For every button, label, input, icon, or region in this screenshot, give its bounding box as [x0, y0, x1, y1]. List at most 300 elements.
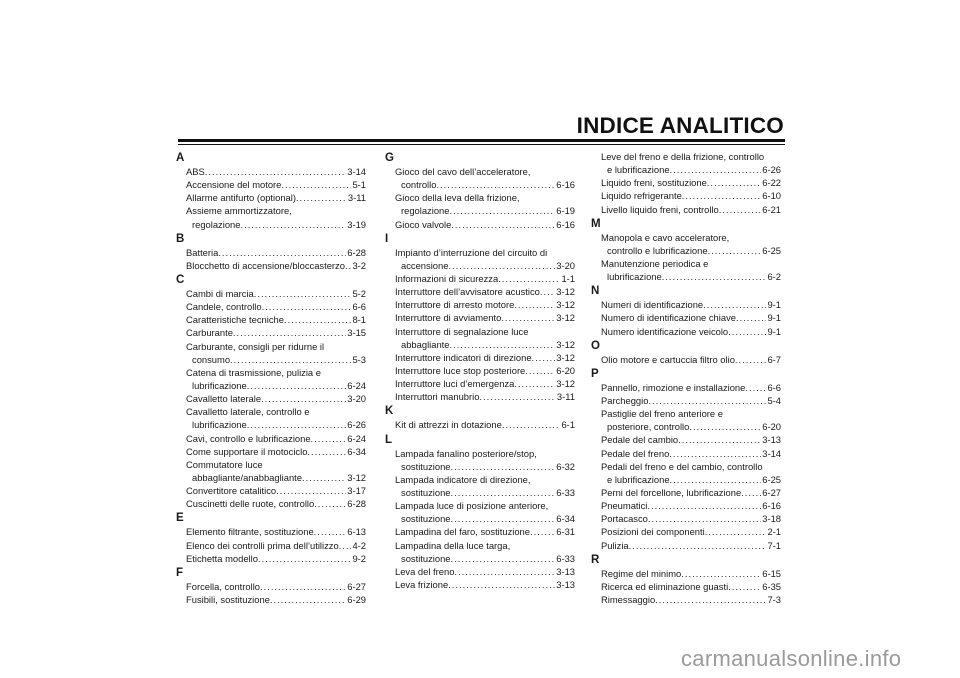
entry-text: Leva del freno: [395, 565, 455, 577]
index-entry-line: [186, 204, 366, 217]
index-entry-line: [601, 433, 781, 446]
index-entry[interactable]: [591, 486, 781, 499]
page-number[interactable]: 6-16: [556, 179, 575, 191]
entry-text: Accensione del motore: [186, 179, 282, 191]
index-entry[interactable]: [385, 447, 575, 473]
page-number[interactable]: 3-13: [556, 565, 575, 577]
entry-text: Lampadina della luce targa,: [395, 539, 511, 551]
index-entry-line: [601, 407, 781, 420]
dot-leader: [501, 311, 555, 324]
dot-leader: [647, 499, 761, 512]
page-number[interactable]: 5-1: [352, 179, 366, 191]
entry-text: Forcella, controllo: [186, 580, 260, 592]
entry-text: Interruttore di segnalazione luce: [395, 325, 529, 337]
page-number[interactable]: 6-27: [347, 580, 366, 592]
index-entry-line: [395, 486, 575, 499]
entry-text: Interruttore dell’avvisatore acustico: [395, 286, 540, 298]
index-entry-line: [601, 525, 781, 538]
index-entry-line: [395, 552, 575, 565]
dot-leader: [669, 447, 761, 460]
entry-text: sostituzione: [401, 460, 451, 472]
page-number[interactable]: 6-24: [347, 432, 366, 444]
watermark: carmanualsonline.info: [681, 646, 902, 671]
index-entry-line: [395, 390, 575, 403]
index-entry-line: [186, 392, 366, 405]
page-number[interactable]: 3-12: [556, 351, 575, 363]
entry-text: Interruttore di avviamento: [395, 312, 502, 324]
page-number[interactable]: 3-2: [352, 259, 366, 271]
dot-leader: [514, 377, 555, 390]
index-entry[interactable]: [176, 593, 366, 606]
index-entry[interactable]: [591, 525, 781, 538]
page-number[interactable]: 6-2: [767, 271, 781, 283]
page-number[interactable]: 6-6: [767, 381, 781, 393]
index-entry[interactable]: [591, 539, 781, 552]
dot-leader: [454, 565, 555, 578]
index-entry[interactable]: [176, 497, 366, 510]
dot-leader: [262, 300, 352, 313]
page-number[interactable]: 6-33: [556, 552, 575, 564]
index-entry-line: [186, 218, 366, 231]
index-entry-line: [186, 525, 366, 538]
section-letter: M: [591, 217, 601, 230]
entry-text: Assieme ammortizzatore,: [186, 205, 292, 217]
index-entry[interactable]: [176, 340, 366, 366]
index-entry[interactable]: [385, 191, 575, 217]
index-entry[interactable]: [176, 580, 366, 593]
page-number[interactable]: 3-15: [347, 327, 366, 339]
index-entry[interactable]: [385, 377, 575, 390]
index-entry[interactable]: [176, 246, 366, 259]
dot-leader: [281, 178, 351, 191]
dot-leader: [218, 246, 346, 259]
index-entry[interactable]: [385, 578, 575, 591]
page-number[interactable]: 6-35: [762, 580, 781, 592]
index-entry[interactable]: [176, 313, 366, 326]
entry-text: Livello liquido freni, controllo: [601, 203, 719, 215]
entry-text: Informazioni di sicurezza: [395, 272, 499, 284]
entry-text: Manopola e cavo acceleratore,: [601, 231, 730, 243]
index-entry-line: [601, 244, 781, 257]
dot-leader: [436, 178, 555, 191]
index-entry[interactable]: [176, 445, 366, 458]
entry-text: Interruttore di arresto motore: [395, 299, 515, 311]
entry-text: Pedale del freno: [601, 447, 670, 459]
index-entry[interactable]: [385, 364, 575, 377]
page-number[interactable]: 3-14: [347, 166, 366, 177]
entry-text: Pneumatici: [601, 500, 648, 512]
index-entry[interactable]: [176, 484, 366, 497]
index-entry[interactable]: [176, 191, 366, 204]
entry-text: Liquido refrigerante: [601, 190, 682, 202]
entry-text: Convertitore catalitico: [186, 485, 277, 497]
page-number[interactable]: 1-1: [561, 272, 575, 284]
index-entry[interactable]: [591, 593, 781, 606]
dot-leader: [532, 351, 556, 364]
index-entry-line: [395, 272, 575, 285]
index-entry[interactable]: [385, 499, 575, 525]
index-entry-line: [186, 366, 366, 379]
dot-leader: [205, 165, 346, 178]
entry-text: Perni del forcellone, lubrificazione: [601, 486, 742, 498]
index-entry-line: [395, 460, 575, 473]
entry-text: Lampada fanalino posteriore/stop,: [395, 447, 537, 459]
section-letter: A: [176, 152, 185, 164]
entry-text: Numeri di identificazione: [601, 299, 704, 311]
index-entry[interactable]: [176, 525, 366, 538]
index-entry[interactable]: [176, 432, 366, 445]
index-entry-line: [186, 593, 366, 606]
page-number[interactable]: 3-19: [347, 218, 366, 230]
page-number[interactable]: 3-20: [556, 259, 575, 271]
page-number[interactable]: 5-4: [767, 394, 781, 406]
page-number[interactable]: 3-18: [762, 513, 781, 525]
dot-leader: [648, 394, 766, 407]
section-letter: L: [385, 433, 393, 446]
dot-leader: [670, 163, 762, 176]
dot-leader: [260, 580, 346, 593]
page-number[interactable]: 6-16: [762, 500, 781, 512]
index-entry[interactable]: [591, 176, 781, 189]
index-entry-line: [186, 458, 366, 471]
index-entry-line: [601, 163, 781, 176]
index-entry-line: [601, 353, 781, 366]
dot-leader: [741, 486, 761, 499]
page-number[interactable]: 6-28: [347, 498, 366, 510]
index-entry[interactable]: [591, 257, 781, 283]
index-entry-line: [395, 259, 575, 272]
index-entry-line: [395, 338, 575, 351]
page-number[interactable]: 3-12: [556, 299, 575, 311]
entry-text: lubrificazione: [607, 271, 662, 283]
index-entry[interactable]: [385, 473, 575, 499]
index-entry-line: [601, 593, 781, 606]
page-number[interactable]: 6-20: [762, 421, 781, 433]
index-entry-line: [395, 499, 575, 512]
index-entry[interactable]: [176, 287, 366, 300]
page-number[interactable]: 6-34: [556, 513, 575, 525]
page-number[interactable]: 3-11: [347, 192, 366, 204]
index-entry-line: [601, 486, 781, 499]
section-letter: P: [591, 367, 599, 380]
page-number[interactable]: 6-16: [556, 218, 575, 230]
dot-leader: [258, 552, 352, 565]
page-number[interactable]: 3-12: [556, 286, 575, 298]
dot-leader: [261, 392, 346, 405]
page-number[interactable]: 3-13: [762, 434, 781, 446]
entry-text: Olio motore e cartuccia filtro olio: [601, 353, 735, 365]
entry-text: Posizioni dei componenti: [601, 526, 705, 538]
index-entry[interactable]: [385, 325, 575, 351]
entry-text: Ricerca ed eliminazione guasti: [601, 580, 729, 592]
entry-text: posteriore, controllo: [607, 421, 690, 433]
page-title: INDICE ANALITICO: [576, 113, 784, 138]
page-number[interactable]: 6-34: [347, 445, 366, 457]
index-entry[interactable]: [591, 311, 781, 324]
index-entry-line: [186, 379, 366, 392]
index-entry-line: [186, 300, 366, 313]
page-number[interactable]: 6-31: [556, 526, 575, 538]
dot-leader: [339, 539, 352, 552]
page-number[interactable]: 3-14: [762, 447, 781, 459]
index-entry[interactable]: [176, 552, 366, 565]
entry-text: Candele, controllo: [186, 301, 262, 313]
title-rule-thick: [178, 139, 785, 142]
index-entry[interactable]: [176, 259, 366, 272]
page-number[interactable]: 6-32: [556, 460, 575, 472]
index-entry[interactable]: [385, 539, 575, 565]
page-number[interactable]: 6-20: [556, 364, 575, 376]
entry-text: Gioco della leva della frizione,: [395, 192, 520, 204]
index-entry[interactable]: [591, 499, 781, 512]
dot-leader: [681, 567, 761, 580]
entry-text: Numero identificazione veicolo: [601, 325, 729, 337]
index-entry[interactable]: [591, 460, 781, 486]
index-entry[interactable]: [385, 298, 575, 311]
index-entry-line: [395, 191, 575, 204]
index-entry-line: [395, 418, 575, 431]
entry-text: Cavalletto laterale: [186, 393, 262, 405]
index-entry-line: [601, 176, 781, 189]
index-entry[interactable]: [176, 458, 366, 484]
index-entry-line: [186, 340, 366, 353]
index-entry-line: [395, 285, 575, 298]
dot-leader: [648, 512, 761, 525]
dot-leader: [314, 525, 347, 538]
index-entry[interactable]: [591, 447, 781, 460]
entry-text: Pulizia: [601, 539, 629, 551]
index-entry[interactable]: [385, 525, 575, 538]
page-number[interactable]: 5-2: [352, 287, 366, 299]
page-number[interactable]: 4-2: [352, 539, 366, 551]
index-entry-line: [395, 178, 575, 191]
page-number[interactable]: 7-3: [767, 593, 781, 605]
entry-text: e lubrificazione: [607, 473, 670, 485]
index-entry[interactable]: [176, 366, 366, 392]
index-entry[interactable]: [176, 165, 366, 178]
dot-leader: [247, 418, 347, 431]
index-entry-line: [395, 246, 575, 259]
index-entry-line: [186, 191, 366, 204]
page-number[interactable]: 6-25: [762, 473, 781, 485]
index-entry[interactable]: [385, 565, 575, 578]
page-number[interactable]: 6-28: [347, 246, 366, 258]
index-entry[interactable]: [591, 150, 781, 176]
index-entry-line: [186, 287, 366, 300]
dot-leader: [525, 364, 555, 377]
page-number[interactable]: 6-6: [352, 301, 366, 313]
index-entry-line: [395, 512, 575, 525]
entry-text: Cuscinetti delle ruote, controllo: [186, 498, 315, 510]
index-entry-line: [601, 231, 781, 244]
index-entry[interactable]: [591, 203, 781, 216]
page-number[interactable]: 6-13: [347, 526, 366, 538]
page-number[interactable]: 6-26: [762, 164, 781, 176]
entry-text: Pannello, rimozione e installazione: [601, 381, 746, 393]
entry-text: Allarme antifurto (optional): [186, 192, 296, 204]
index-entry-line: [601, 460, 781, 473]
index-entry[interactable]: [176, 178, 366, 191]
index-entry[interactable]: [385, 390, 575, 403]
page-number[interactable]: 3-11: [556, 391, 575, 403]
section-letter: C: [176, 273, 185, 286]
page-number[interactable]: 6-19: [556, 205, 575, 217]
entry-text: Numero di identificazione chiave: [601, 312, 736, 324]
dot-leader: [682, 189, 761, 202]
index-entry[interactable]: [385, 311, 575, 324]
index-entry[interactable]: [591, 512, 781, 525]
index-entry[interactable]: [176, 392, 366, 405]
index-entry-line: [601, 580, 781, 593]
index-entry[interactable]: [385, 246, 575, 272]
section-letter: I: [385, 232, 389, 245]
entry-text: Regime del minimo: [601, 567, 682, 579]
entry-text: regolazione: [401, 205, 450, 217]
index-entry-line: [601, 512, 781, 525]
entry-text: Interruttore luci d’emergenza: [395, 378, 515, 390]
page-number[interactable]: 6-15: [762, 567, 781, 579]
page-number[interactable]: 7-1: [767, 539, 781, 551]
section-letter: R: [591, 553, 600, 566]
index-entry[interactable]: [591, 433, 781, 446]
index-entry[interactable]: [176, 539, 366, 552]
entry-text: sostituzione: [401, 552, 451, 564]
index-entry-line: [395, 325, 575, 338]
page-number[interactable]: 6-24: [347, 379, 366, 391]
section-letter: E: [176, 512, 184, 525]
dot-leader: [670, 473, 762, 486]
entry-text: Gioco del cavo dell’acceleratore,: [395, 166, 531, 177]
page-number[interactable]: 9-1: [767, 299, 781, 311]
index-column-1: [176, 150, 366, 606]
page-number[interactable]: 9-1: [767, 325, 781, 337]
index-entry[interactable]: [591, 353, 781, 366]
entry-text: Etichetta modello: [186, 552, 258, 564]
index-entry-line: [186, 432, 366, 445]
page-number[interactable]: 6-7: [767, 353, 781, 365]
index-entry-line: [601, 473, 781, 486]
index-entry[interactable]: [385, 165, 575, 191]
index-entry-line: [395, 578, 575, 591]
entry-text: consumo: [192, 353, 231, 365]
dot-leader: [689, 420, 761, 433]
entry-text: Pedale del cambio: [601, 434, 679, 446]
entry-text: Kit di attrezzi in dotazione: [395, 419, 502, 431]
section-letter: F: [176, 566, 184, 579]
index-entry-line: [395, 447, 575, 460]
dot-leader: [655, 593, 766, 606]
page-number[interactable]: 6-1: [561, 419, 575, 431]
index-entry[interactable]: [591, 298, 781, 311]
entry-text: e lubrificazione: [607, 164, 670, 176]
index-entry[interactable]: [176, 405, 366, 431]
page-number[interactable]: 3-12: [347, 471, 366, 483]
page-number[interactable]: 6-27: [762, 486, 781, 498]
index-entry-line: [601, 298, 781, 311]
entry-text: controllo: [401, 179, 437, 191]
page-number[interactable]: 6-25: [762, 244, 781, 256]
entry-text: Cavalletto laterale, controllo e: [186, 406, 310, 418]
page-number[interactable]: 3-12: [556, 312, 575, 324]
entry-text: Carburante: [186, 327, 233, 339]
index-entry[interactable]: [591, 231, 781, 257]
index-entry-line: [601, 567, 781, 580]
entry-text: Pastiglie del freno anteriore e: [601, 408, 723, 420]
index-entry[interactable]: [591, 381, 781, 394]
index-entry[interactable]: [176, 204, 366, 230]
page-number[interactable]: 6-22: [762, 177, 781, 189]
index-entry[interactable]: [385, 351, 575, 364]
dot-leader: [502, 418, 561, 431]
dot-leader: [448, 259, 555, 272]
dot-leader: [449, 338, 555, 351]
index-entry[interactable]: [591, 325, 781, 338]
index-entry[interactable]: [591, 580, 781, 593]
index-entry-line: [186, 353, 366, 366]
page-number[interactable]: 3-12: [556, 338, 575, 350]
page-number[interactable]: 2-1: [767, 526, 781, 538]
entry-text: Elemento filtrante, sostituzione: [186, 526, 314, 538]
entry-text: Lampadina del faro, sostituzione: [395, 526, 530, 538]
entry-text: accensione: [401, 259, 449, 271]
page-number[interactable]: 6-33: [556, 486, 575, 498]
page-number[interactable]: 9-2: [352, 552, 366, 564]
index-entry-line: [186, 497, 366, 510]
index-entry[interactable]: [591, 189, 781, 202]
index-entry[interactable]: [385, 285, 575, 298]
index-entry[interactable]: [591, 407, 781, 433]
page-number[interactable]: 3-20: [347, 393, 366, 405]
index-entry[interactable]: [385, 418, 575, 431]
page-number[interactable]: 9-1: [767, 312, 781, 324]
dot-leader: [233, 326, 346, 339]
page-number[interactable]: 8-1: [352, 314, 366, 326]
index-entry-line: [601, 203, 781, 216]
entry-text: Cavi, controllo e lubrificazione: [186, 432, 311, 444]
page-number[interactable]: 3-13: [556, 578, 575, 590]
index-entry[interactable]: [176, 300, 366, 313]
page-number[interactable]: 5-3: [352, 353, 366, 365]
page-number[interactable]: 6-26: [347, 419, 366, 431]
dot-leader: [540, 285, 555, 298]
dot-leader: [276, 484, 346, 497]
entry-text: abbagliante/anabbagliante: [192, 471, 302, 483]
index-entry[interactable]: [591, 394, 781, 407]
section-letter: B: [176, 232, 185, 245]
page-number[interactable]: 6-10: [762, 190, 781, 202]
entry-text: Liquido freni, sostituzione: [601, 177, 707, 189]
index-entry-line: [395, 298, 575, 311]
index-entry-line: [395, 364, 575, 377]
dot-leader: [514, 298, 555, 311]
section-letter: O: [591, 339, 600, 352]
dot-leader: [270, 593, 346, 606]
index-entry-line: [395, 377, 575, 390]
index-entry[interactable]: [385, 272, 575, 285]
dot-leader: [728, 580, 761, 593]
index-entry[interactable]: [591, 567, 781, 580]
dot-leader: [735, 353, 767, 366]
index-entry[interactable]: [176, 326, 366, 339]
page-number[interactable]: 3-12: [556, 378, 575, 390]
page-number[interactable]: 6-21: [762, 203, 781, 215]
page-number[interactable]: 6-29: [347, 593, 366, 605]
page-number[interactable]: 3-17: [347, 485, 366, 497]
index-entry[interactable]: [385, 218, 575, 231]
index-entry-line: [186, 484, 366, 497]
dot-leader: [240, 218, 346, 231]
dot-leader: [678, 433, 761, 446]
